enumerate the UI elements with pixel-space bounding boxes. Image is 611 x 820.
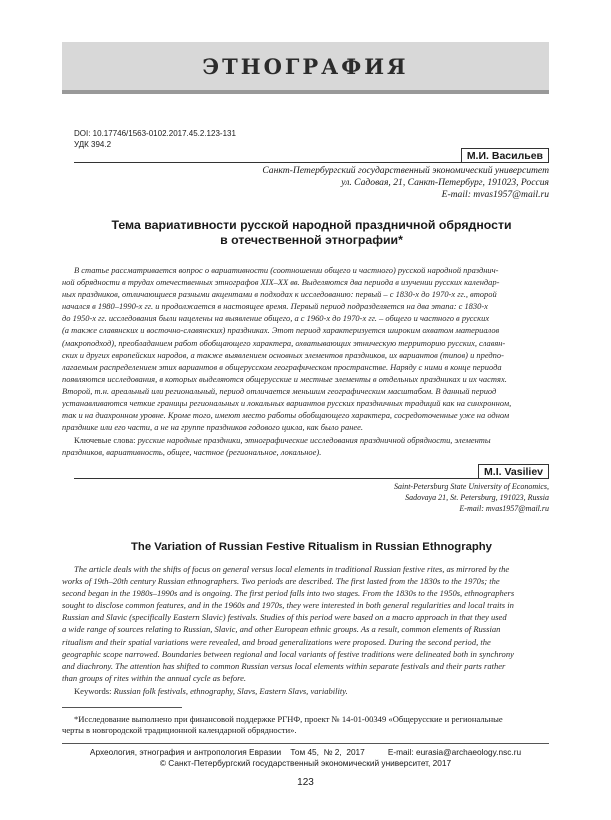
abstract-line: and diachrony. The attention has shifted to common Russian versus local elements within separate festivals and their parts rather — [62, 660, 506, 671]
page-number: 123 — [297, 777, 314, 788]
abstract-line: The article deals with the shifts of focus on general versus local elements in traditional Russian festive rites, as mirrored by the — [74, 564, 510, 574]
affiliation-ru — [262, 165, 549, 201]
abstract-line: (а также славянских и восточно-славянских) праздниках. Этот период характеризуется широким охватом материалов — [62, 325, 500, 336]
author-name-en: M.I. Vasiliev — [478, 464, 549, 478]
affiliation-email[interactable]: E-mail: mvas1957@mail.ru — [459, 504, 549, 513]
article-meta — [74, 128, 236, 150]
abstract-line: начался в 1980–1990-х гг. и продолжается в настоящее время. Первый период подразделяется на два этапа: с 1830-х — [62, 301, 488, 312]
journal-info: Археология, этнография и антропология Евразии Том 45, № 2, 2017 E-mail: eurasia@archaeology.nsc.ru — [89, 747, 522, 757]
abstract-line: ских и других европейских народов, а также выявлением основных элементов праздников, их вариантов (типов) и предпо- — [62, 349, 504, 360]
page-footer — [62, 747, 549, 769]
keywords-en — [62, 685, 549, 697]
doi[interactable]: DOI: 10.17746/1563-0102.2017.45.2.123-131 — [74, 129, 236, 138]
title-line: Тема вариативности русской народной праздничной обрядности — [111, 218, 512, 232]
title-line: The Variation of Russian Festive Ritualism in Russian Ethnography — [131, 541, 492, 553]
abstract-line: geographic scope narrowed. Boundaries between regional and local variants of festive traditions were delineated both in synchrony — [62, 648, 514, 659]
footer-rule — [62, 743, 549, 744]
affiliation-email[interactable]: E-mail: mvas1957@mail.ru — [441, 189, 549, 200]
article-title-ru — [74, 218, 549, 248]
footnote-line: черты в новгородской традиционной календарной обрядности». — [62, 725, 297, 735]
footnote — [62, 714, 549, 736]
author-name-ru: М.И. Васильев — [461, 148, 549, 162]
abstract-line: до 1950-х гг. исследования были нацелены на выявление общего, а с 1960-х до 1970-х гг. – общего и частного в русских — [62, 313, 490, 324]
affiliation-line: Sadovaya 21, St. Petersburg, 191023, Russia — [405, 493, 549, 502]
abstract-line: (макроподход), преобладанием работ обобщающего характера, охватывающих этническую территорию русских, славян- — [62, 337, 506, 348]
keywords-line — [62, 434, 549, 446]
copyright: © Санкт-Петербургский государственный экономический университет, 2017 — [159, 758, 452, 768]
abstract-line: В статье рассматривается вопрос о вариативности (соотношении общего и частного) русской народной празднич- — [74, 265, 499, 275]
abstract-line: ной обрядности в трудах отечественных этнографов XIX–XX вв. Выделяются два периода в изучении русских календар- — [62, 277, 500, 288]
author-rule-ru — [74, 162, 549, 163]
abstract-line: ных праздников, отличающиеся разными акцентами в подходах к исследованию: первый – с 1830-х до 1970-х гг., второй — [62, 289, 497, 300]
abstract-en — [62, 563, 549, 684]
abstract-line: ritualism and their spatial variations were revealed, and broad generalizations were proposed. During the second period, the — [62, 636, 491, 647]
affiliation-line: Saint-Petersburg State University of Economics, — [393, 482, 549, 491]
abstract-line: sought to disclose common features, and in the 1960s and 1970s, they were interested in both general regularities and local traits in — [62, 600, 514, 611]
abstract-ru — [62, 264, 549, 433]
abstract-line: появляются исследования, в которых выделяются общерусские и местные элементы в отдельных праздниках и их частях. — [62, 373, 507, 384]
author-rule-en — [74, 478, 549, 479]
abstract-line: празднике или его части, а не на группе праздников годового цикла, как было ранее. — [62, 422, 364, 433]
abstract-line: устанавливаются четкие границы региональных и локальных вариантов русских праздничных традиций как на синхронном, — [62, 398, 512, 409]
keywords-text: русские народные праздники, этнографические исследования праздничной обрядности, элементы — [137, 435, 491, 445]
abstract-line: works of 19th–20th century Russian ethnographers. Two periods are described. The first lasted from the 1830s to the 1970s; the — [62, 576, 500, 587]
keywords-ru — [62, 434, 549, 458]
keywords-label: Ключевые слова: — [74, 435, 136, 445]
section-banner — [62, 42, 549, 94]
article-title-en — [74, 540, 549, 554]
affiliation-line: Санкт-Петербургский государственный экономический университет — [262, 165, 549, 176]
footnote-line: *Исследование выполнено при финансовой поддержке РГНФ, проект № 14-01-00349 «Общерусские и региональные — [74, 714, 503, 724]
affiliation-line: ул. Садовая, 21, Санкт-Петербург, 191023, Россия — [341, 177, 549, 188]
udk: УДК 394.2 — [74, 140, 112, 149]
abstract-line: a wide range of sources relating to Russian, Slavic, and other European ethnic groups. As a result, common elements of Russian — [62, 624, 501, 635]
abstract-line: лагаемым распределением этих вариантов в общерусском географическом пространстве. Наряду с ними в конце периода — [62, 361, 502, 372]
abstract-line: second began in the 1980s–1990s and is ongoing. The first period falls into two stages. From the 1830s to the 1950s, ethnographers — [62, 588, 515, 599]
abstract-line: Второй, т.н. ареальный или региональный, период отличается меньшим географическим масштабом. В данный период — [62, 385, 497, 396]
keywords-label: Keywords: — [74, 686, 112, 696]
affiliation-en — [394, 481, 549, 514]
footnote-rule — [62, 707, 182, 708]
abstract-line: Russian and Slavic (specifically Eastern Slavic) festivals. Studies of this period were based on a macro approach in that they used — [62, 612, 507, 623]
section-title: ЭТНОГРАФИЯ — [202, 53, 409, 79]
title-line: в отечественной этнографии* — [220, 233, 403, 247]
abstract-line: так и на диахронном уровне. Кроме того, имеют место работы обобщающего характера, сосредоточенные уже на одном — [62, 410, 510, 421]
keywords-text: праздников, вариативность, общее, частное (региональное, локальное). — [62, 447, 322, 458]
keywords-text: Russian folk festivals, ethnography, Slavs, Eastern Slavs, variability. — [113, 686, 348, 696]
keywords-line — [62, 685, 549, 697]
abstract-line: than groups of rites within the annual cycle as before. — [62, 672, 247, 683]
